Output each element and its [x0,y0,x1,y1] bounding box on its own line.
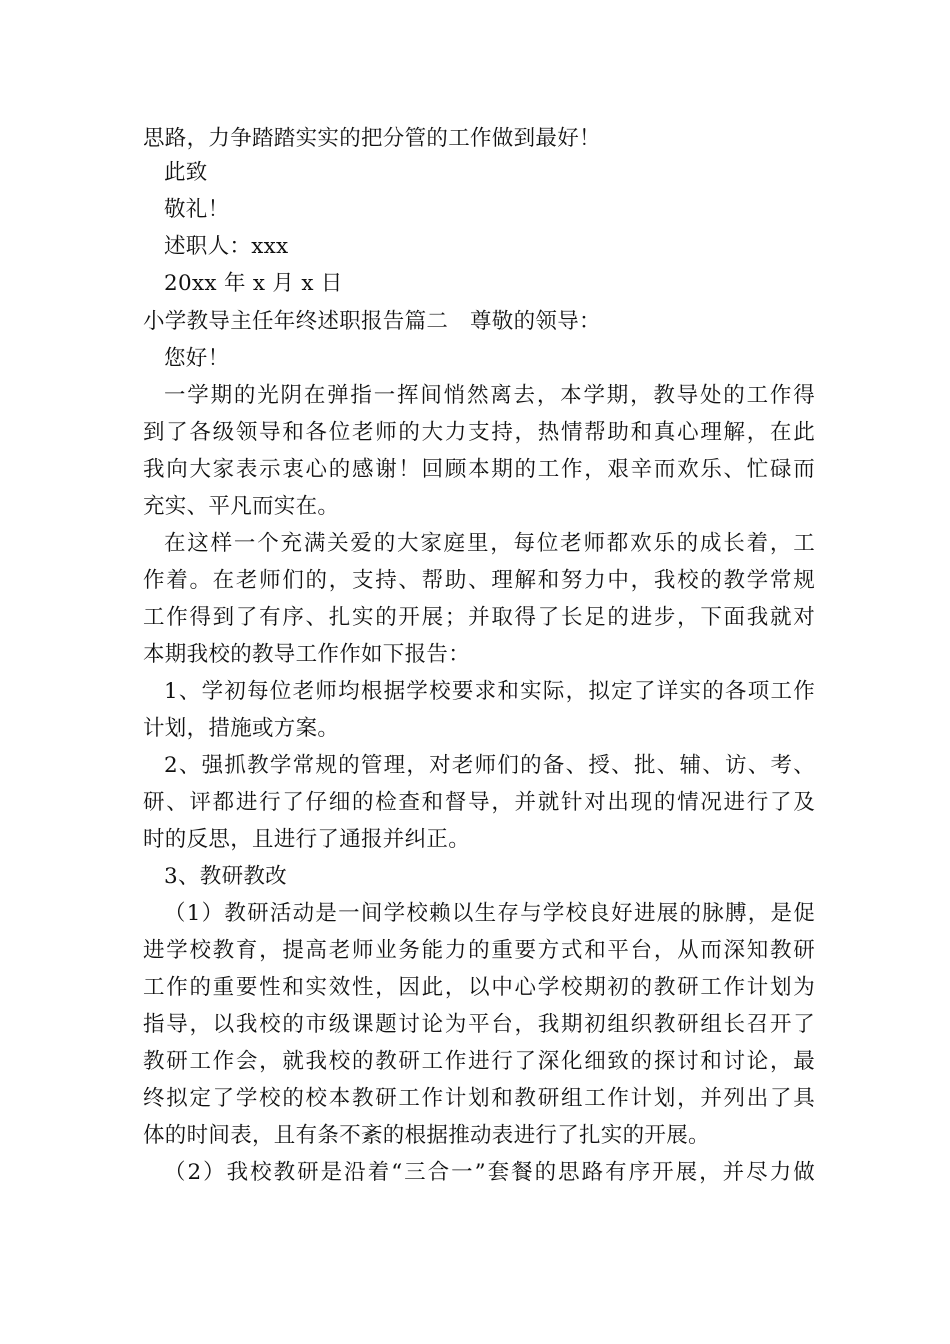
sub-item-line: 教研工作会，就我校的教研工作进行了深化细致的探讨和讨论，最 [143,1049,815,1074]
paragraph-line: 到了各级领导和各位老师的大力支持，热情帮助和真心理解，在此 [143,420,815,445]
text-line: 思路，力争踏踏实实的把分管的工作做到最好！ [143,126,601,151]
date-line: 20xx 年 x 月 x 日 [164,271,343,296]
sub-item-line: （1）教研活动是一间学校赖以生存与学校良好进展的脉膊，是促 [164,901,815,926]
closing-line: 此致 [164,160,208,185]
paragraph-line: 我向大家表示衷心的感谢！回顾本期的工作，艰辛而欢乐、忙碌而 [143,457,815,482]
paragraph-line: 工作得到了有序、扎实的开展；并取得了长足的进步，下面我就对 [143,605,815,630]
sub-item-line: 指导，以我校的市级课题讨论为平台，我期初组织教研组长召开了 [143,1012,815,1037]
paragraph-line: 在这样一个充满关爱的大家庭里，每位老师都欢乐的成长着，工 [164,531,815,556]
paragraph-line: 一学期的光阴在弹指一挥间悄然离去，本学期，教导处的工作得 [164,383,815,408]
greeting-line: 您好！ [164,346,230,371]
list-item-line: 2、强抓教学常规的管理，对老师们的备、授、批、辅、访、考、 [164,753,815,778]
sub-item-line: 工作的重要性和实效性，因此，以中心学校期初的教研工作计划为 [143,975,815,1000]
paragraph-line: 充实、平凡而实在。 [143,494,340,519]
sub-item-line: 终拟定了学校的校本教研工作计划和教研组工作计划，并列出了具 [143,1086,815,1111]
section-title: 小学教导主任年终述职报告篇二 尊敬的领导： [143,309,601,334]
list-item-line: 时的反思，且进行了通报并纠正。 [143,827,471,852]
list-item-line: 3、教研教改 [164,864,287,889]
list-item-line: 1、学初每位老师均根据学校要求和实际，拟定了详实的各项工作 [164,679,815,704]
list-item-line: 计划，措施或方案。 [143,716,340,741]
salutation-line: 敬礼！ [164,197,230,222]
list-item-line: 研、评都进行了仔细的检查和督导，并就针对出现的情况进行了及 [143,790,815,815]
paragraph-line: 本期我校的教导工作作如下报告： [143,642,471,667]
signature-line: 述职人：xxx [164,234,289,259]
sub-item-line: 进学校教育，提高老师业务能力的重要方式和平台，从而深知教研 [143,938,815,963]
sub-item-line: 体的时间表，且有条不紊的根据推动表进行了扎实的开展。 [143,1123,710,1148]
sub-item-line: （2）我校教研是沿着“三合一”套餐的思路有序开展，并尽力做 [164,1160,815,1185]
paragraph-line: 作着。在老师们的，支持、帮助、理解和努力中，我校的教学常规 [143,568,815,593]
